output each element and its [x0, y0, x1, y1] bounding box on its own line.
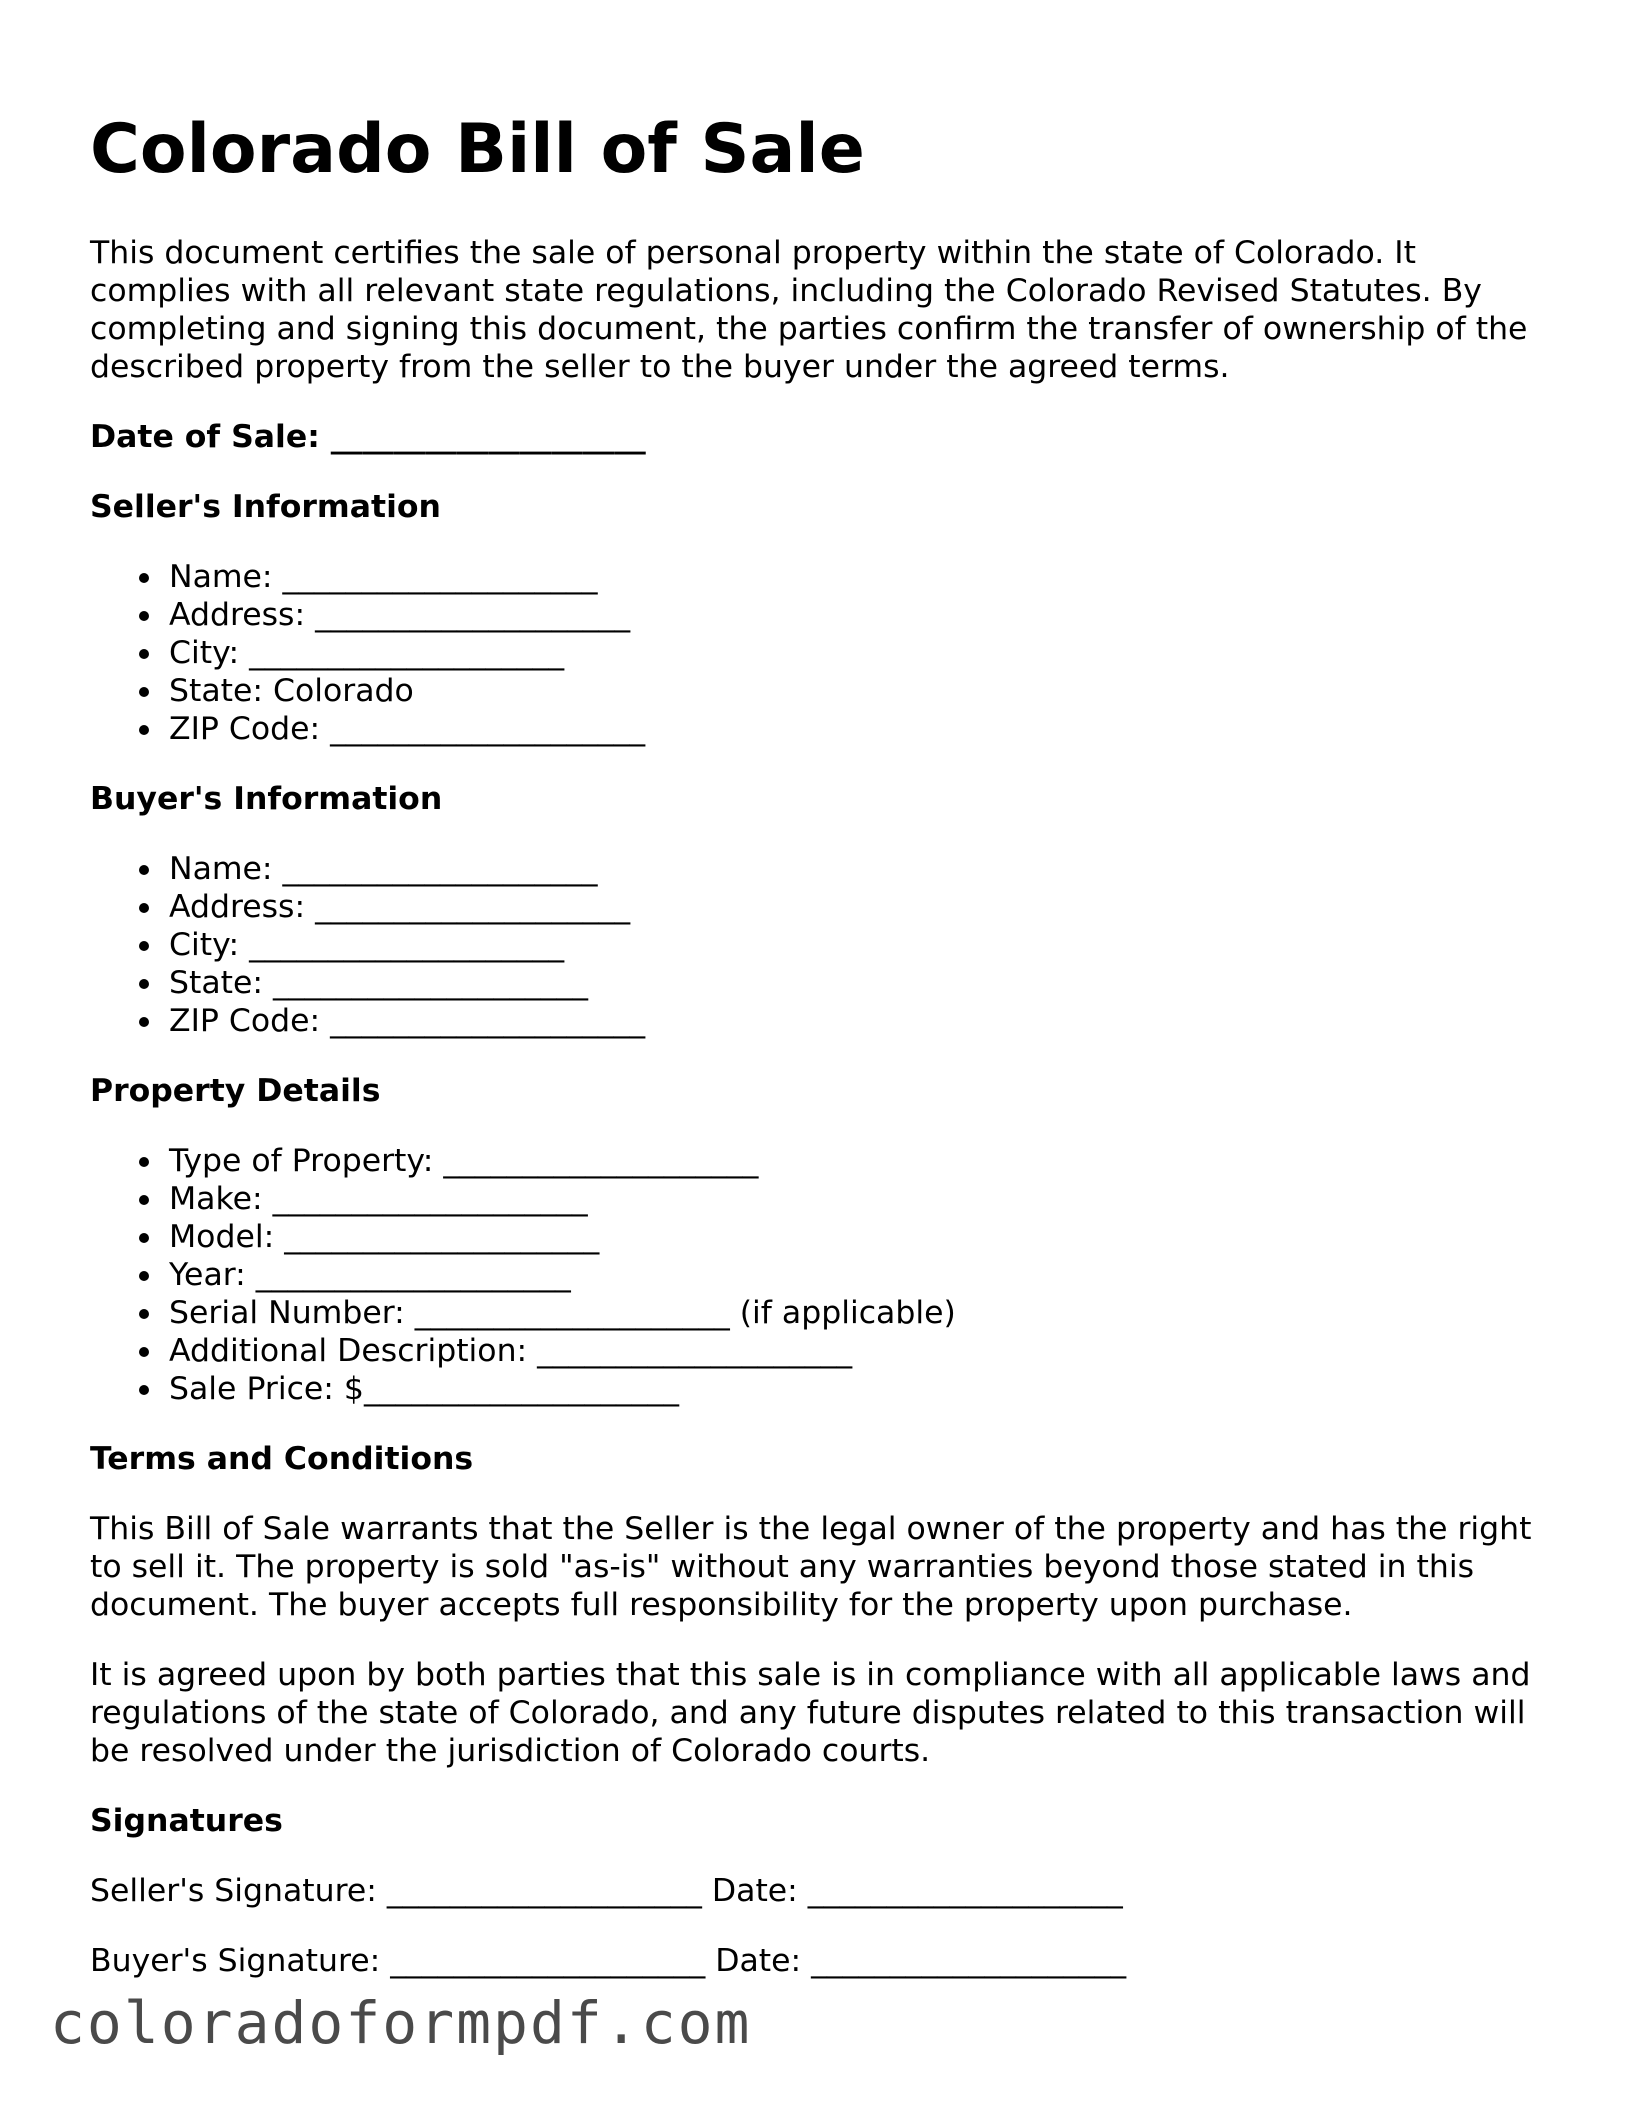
buyer-address-field: Address: ____________________ [169, 888, 1560, 926]
property-details-list [90, 1142, 1560, 1408]
property-description-field: Additional Description: ____________________ [169, 1332, 1560, 1370]
seller-section-heading: Seller's Information [90, 489, 441, 525]
seller-name-field: Name: ____________________ [169, 558, 1560, 596]
property-serial-field: Serial Number: ____________________ (if applicable) [169, 1294, 1560, 1332]
buyer-section-heading: Buyer's Information [90, 781, 443, 817]
property-model-field: Model: ____________________ [169, 1218, 1560, 1256]
seller-state-field: State: Colorado [169, 672, 1560, 710]
seller-zip-field: ZIP Code: ____________________ [169, 710, 1560, 748]
signatures-section-heading: Signatures [90, 1803, 283, 1839]
property-price-field: Sale Price: $____________________ [169, 1370, 1560, 1408]
buyer-name-field: Name: ____________________ [169, 850, 1560, 888]
seller-city-field: City: ____________________ [169, 634, 1560, 672]
seller-address-field: Address: ____________________ [169, 596, 1560, 634]
buyer-signature-line: Buyer's Signature: ____________________ Date: ____________________ [90, 1943, 1127, 1979]
buyer-info-list [90, 850, 1560, 1040]
buyer-zip-field: ZIP Code: ____________________ [169, 1002, 1560, 1040]
document-title: Colorado Bill of Sale [90, 110, 865, 189]
terms-paragraph-1: This Bill of Sale warrants that the Seller is the legal owner of the property and has the right to sell it. The property is sold "as-is" without any warranties beyond those stated in this document. The buyer accepts full responsibility for the property upon purchase. [90, 1511, 1532, 1623]
terms-paragraph-2: It is agreed upon by both parties that this sale is in compliance with all applicable laws and regulations of the state of Colorado, and any future disputes related to this transaction will be resolved under the jurisdiction of Colorado courts. [90, 1657, 1531, 1769]
property-make-field: Make: ____________________ [169, 1180, 1560, 1218]
property-year-field: Year: ____________________ [169, 1256, 1560, 1294]
buyer-city-field: City: ____________________ [169, 926, 1560, 964]
seller-signature-line: Seller's Signature: ____________________ Date: ____________________ [90, 1873, 1123, 1909]
site-watermark: coloradoformpdf.com [50, 1989, 752, 2057]
intro-paragraph: This document certifies the sale of personal property within the state of Colorado. It complies with all relevant state regulations, including the Colorado Revised Statutes. By completing and signing this document, the parties confirm the transfer of ownership of the described property from the seller to the buyer under the agreed terms. [90, 235, 1528, 385]
terms-section-heading: Terms and Conditions [90, 1441, 474, 1477]
property-section-heading: Property Details [90, 1073, 381, 1109]
property-type-field: Type of Property: ____________________ [169, 1142, 1560, 1180]
document-page [90, 110, 1560, 2012]
buyer-state-field: State: ____________________ [169, 964, 1560, 1002]
seller-info-list [90, 558, 1560, 748]
date-of-sale-line: Date of Sale: ____________________ [90, 419, 646, 455]
